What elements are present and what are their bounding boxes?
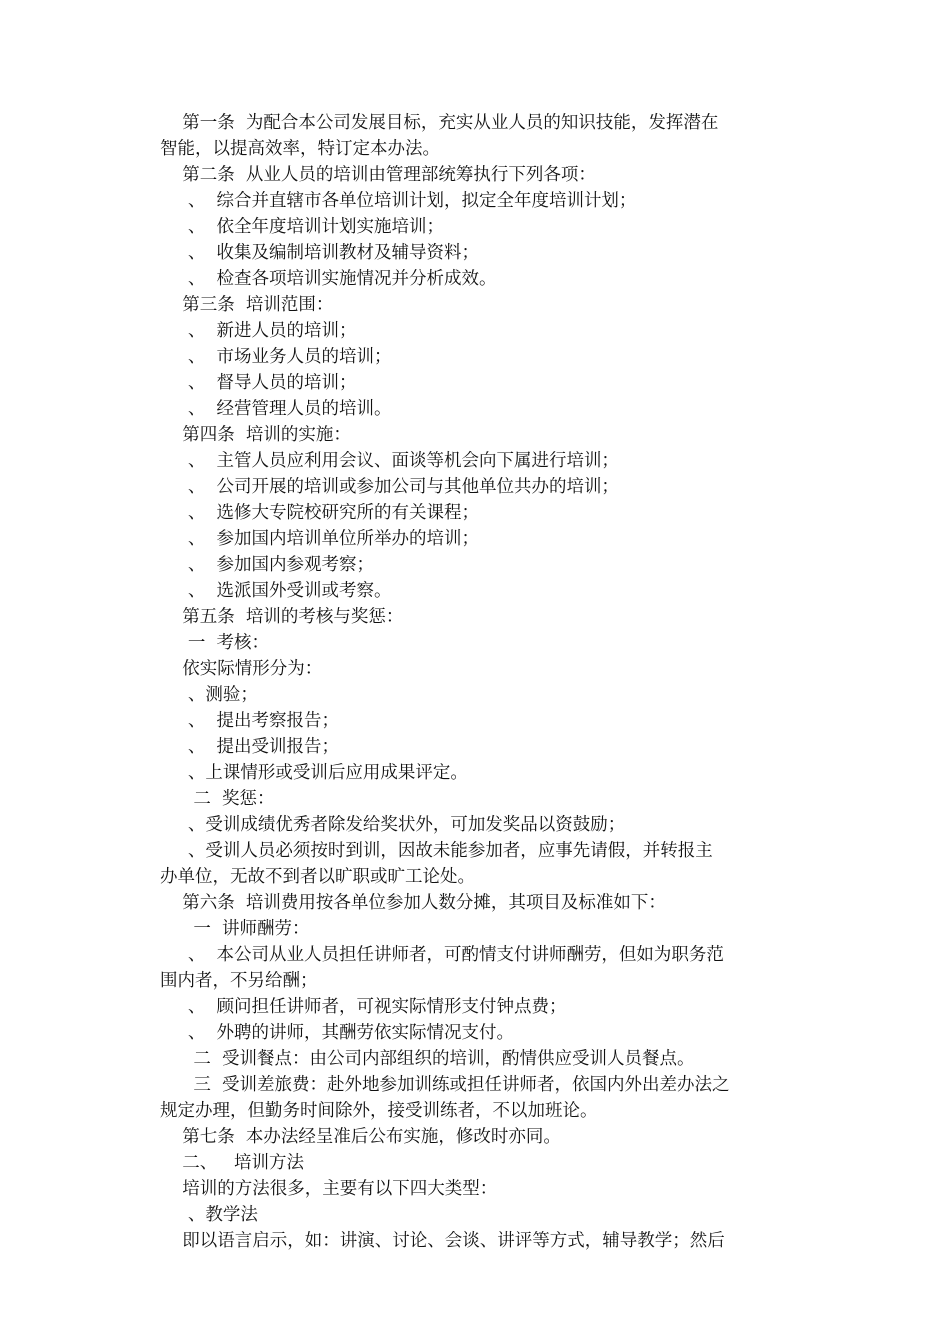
text-line: 规定办理，但勤务时间除外，接受训练者，不以加班论。 [160,1101,598,1121]
text-line: 第七条 本办法经呈准后公布实施，修改时亦同。 [160,1127,561,1147]
text-line: 、 市场业务人员的培训； [160,347,392,367]
text-line: 第一条 为配合本公司发展目标，充实从业人员的知识技能，发挥潜在 [160,113,719,133]
text-line: 依实际情形分为： [160,659,323,679]
text-line: 第三条 培训范围： [160,295,334,315]
text-line: 、 选修大专院校研究所的有关课程； [160,503,479,523]
text-line: 、 本公司从业人员担任讲师者，可酌情支付讲师酬劳，但如为职务范 [160,945,724,965]
text-line: 培训的方法很多，主要有以下四大类型： [160,1179,498,1199]
text-line: 即以语言启示，如：讲演、讨论、会谈、讲评等方式，辅导教学；然后 [160,1231,725,1251]
text-line: 、 选派国外受训或考察。 [160,581,392,601]
text-line: 二 受训餐点：由公司内部组织的培训，酌情供应受训人员餐点。 [160,1049,695,1069]
text-line: 、 经营管理人员的培训。 [160,399,392,419]
text-line: 办单位，无故不到者以旷职或旷工论处。 [160,867,475,887]
text-line: 、教学法 [160,1205,258,1225]
text-line: 、 参加国内培训单位所举办的培训； [160,529,479,549]
text-line: 第四条 培训的实施： [160,425,351,445]
text-line: 、 公司开展的培训或参加公司与其他单位共办的培训； [160,477,619,497]
text-line: 二 奖惩： [160,789,275,809]
text-line: 、 提出考察报告； [160,711,339,731]
text-line: 、 新进人员的培训； [160,321,357,341]
text-line: 第五条 培训的考核与奖惩： [160,607,404,627]
text-line: 、 顾问担任讲师者，可视实际情形支付钟点费； [160,997,567,1017]
text-line: 二、 培训方法 [160,1153,304,1173]
text-line: 、 主管人员应利用会议、面谈等机会向下属进行培训； [160,451,619,471]
text-line: 一 考核： [160,633,269,653]
text-line: 、 检查各项培训实施情况并分析成效。 [160,269,497,289]
text-line: 、 收集及编制培训教材及辅导资料； [160,243,479,263]
text-line: 、上课情形或受训后应用成果评定。 [160,763,468,783]
text-line: 第六条 培训费用按各单位参加人数分摊，其项目及标准如下： [160,893,666,913]
text-line: 、 提出受训报告； [160,737,339,757]
text-line: 、 督导人员的培训； [160,373,357,393]
text-line: 智能，以提高效率，特订定本办法。 [160,139,440,159]
text-line: 第二条 从业人员的培训由管理部统筹执行下列各项： [160,165,596,185]
text-line: 、 依全年度培训计划实施培训； [160,217,444,237]
text-line: 围内者，不另给酬； [160,971,318,991]
text-line: 、 综合并直辖市各单位培训计划，拟定全年度培训计划； [160,191,637,211]
text-line: 、 参加国内参观考察； [160,555,374,575]
text-line: 三 受训差旅费：赴外地参加训练或担任讲师者，依国内外出差办法之 [160,1075,730,1095]
text-line: 、测验； [160,685,258,705]
text-line: 、 外聘的讲师，其酬劳依实际情况支付。 [160,1023,514,1043]
text-line: 、受训成绩优秀者除发给奖状外，可加发奖品以资鼓励； [160,815,626,835]
document-body [160,110,792,1254]
text-line: 一 讲师酬劳： [160,919,310,939]
text-line: 、受训人员必须按时到训，因故未能参加者，应事先请假，并转报主 [160,841,713,861]
